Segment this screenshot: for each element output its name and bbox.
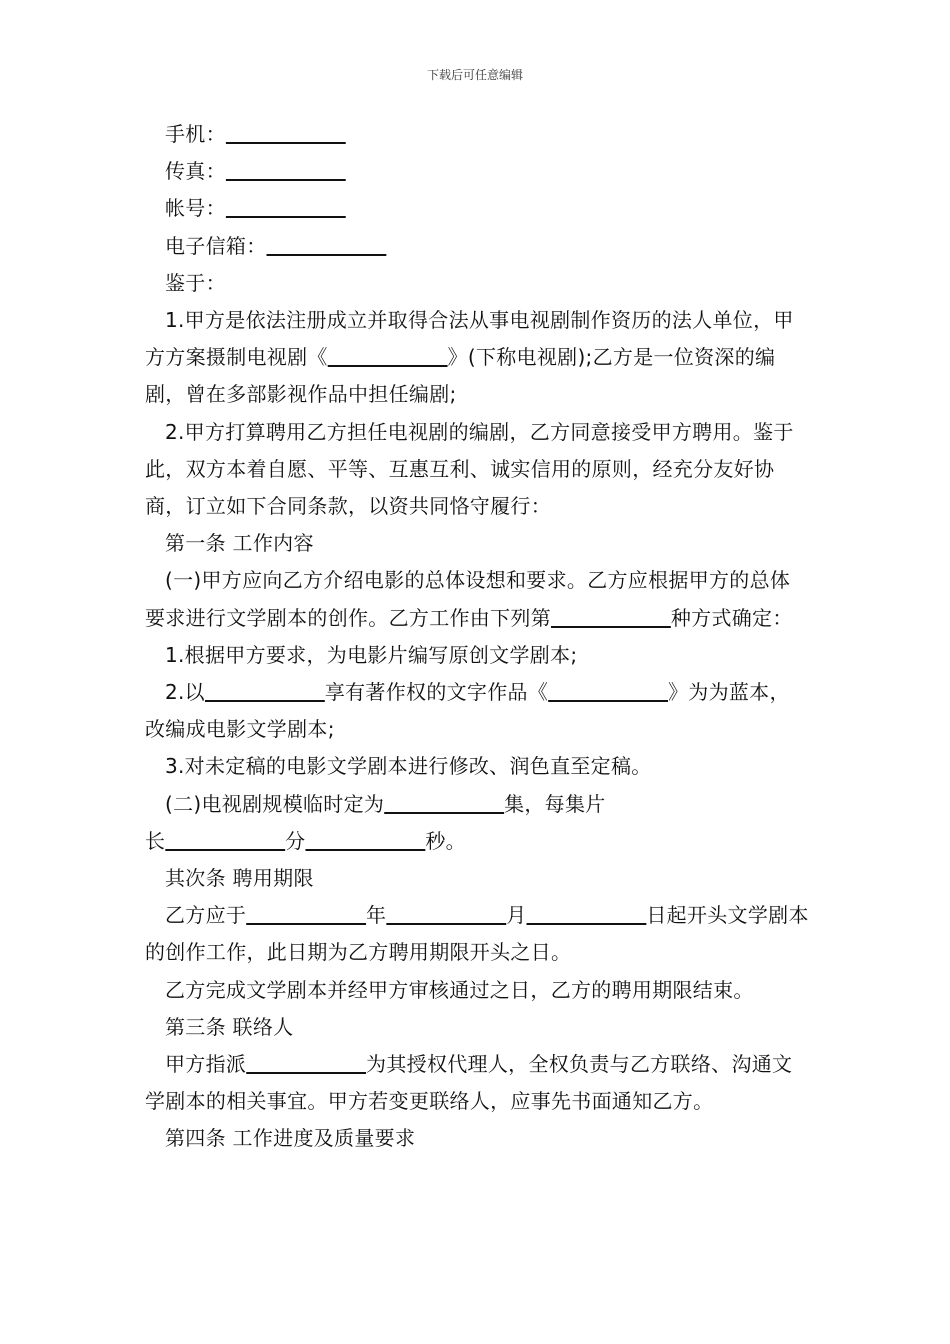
article-4-heading: 第四条 工作进度及质量要求	[165, 1126, 416, 1151]
blank-fill-line	[226, 159, 346, 183]
blank-fill-line	[226, 122, 346, 146]
article-3-heading: 第三条 联络人	[165, 1014, 294, 1039]
contact-account-line: 帐号：	[145, 190, 810, 227]
blank-fill-line	[328, 345, 448, 369]
blank-fill-line	[551, 606, 671, 630]
contact-mobile-line: 手机：	[145, 116, 810, 153]
blank-fill-line	[386, 903, 506, 927]
blank-fill-line	[246, 1052, 366, 1076]
blank-fill-line	[205, 680, 325, 704]
article-2-heading: 其次条 聘用期限	[165, 866, 314, 891]
whereas-heading: 鉴于：	[165, 270, 226, 295]
page-header-note: 下载后可任意编辑	[426, 68, 523, 82]
blank-fill-line	[305, 829, 425, 853]
blank-fill-line	[527, 903, 647, 927]
contact-email-line: 电子信箱：	[145, 228, 810, 265]
article-1-heading: 第一条 工作内容	[165, 531, 314, 556]
whereas-item-1: 1.甲方是依法注册成立并取得合法从事电视剧制作资历的法人单位，甲方方案摄制电视剧《 》(下称电视剧);乙方是一位资深的编剧，曾在多部影视作品中担任编剧;	[145, 308, 794, 407]
blank-fill-line	[165, 829, 285, 853]
blank-fill-line	[548, 680, 668, 704]
whereas-item-2: 2.甲方打算聘用乙方担任电视剧的编剧，乙方同意接受甲方聘用。鉴于此，双方本着自愿、平等、互惠互利、诚实信用的原则，经充分友好协商，订立如下合同条款，以资共同恪守履行：	[145, 419, 794, 519]
article-1-clause-1: (一)甲方应向乙方介绍电影的总体设想和要求。乙方应根据甲方的总体要求进行文学剧本的创作。乙方工作由下列第 种方式确定：	[145, 568, 793, 630]
article-1-option-1: 1.根据甲方要求，为电影片编写原创文学剧本;	[165, 642, 578, 667]
contract-body	[145, 116, 810, 1158]
article-1-option-3: 3.对未定稿的电影文学剧本进行修改、润色直至定稿。	[165, 754, 652, 779]
article-3-contact-person: 甲方指派 为其授权代理人，全权负责与乙方联络、沟通文学剧本的相关事宜。甲方若变更联络人，应事先书面通知乙方。	[145, 1052, 793, 1114]
article-2-end-condition: 乙方完成文学剧本并经甲方审核通过之日，乙方的聘用期限结束。	[165, 977, 754, 1002]
article-1-clause-2: (二)电视剧规模临时定为 集，每集片长 分 秒。	[145, 791, 606, 853]
blank-fill-line	[246, 903, 366, 927]
contact-fax-line: 传真：	[145, 153, 810, 190]
blank-fill-line	[384, 792, 504, 816]
article-1-option-2: 2.以 享有著作权的文字作品《 》为为蓝本，改编成电影文学剧本;	[145, 680, 790, 742]
article-2-start-date: 乙方应于 年 月 日起开头文学剧本的创作工作，此日期为乙方聘用期限开头之日。	[145, 903, 809, 965]
blank-fill-line	[226, 196, 346, 220]
blank-fill-line	[267, 234, 387, 258]
